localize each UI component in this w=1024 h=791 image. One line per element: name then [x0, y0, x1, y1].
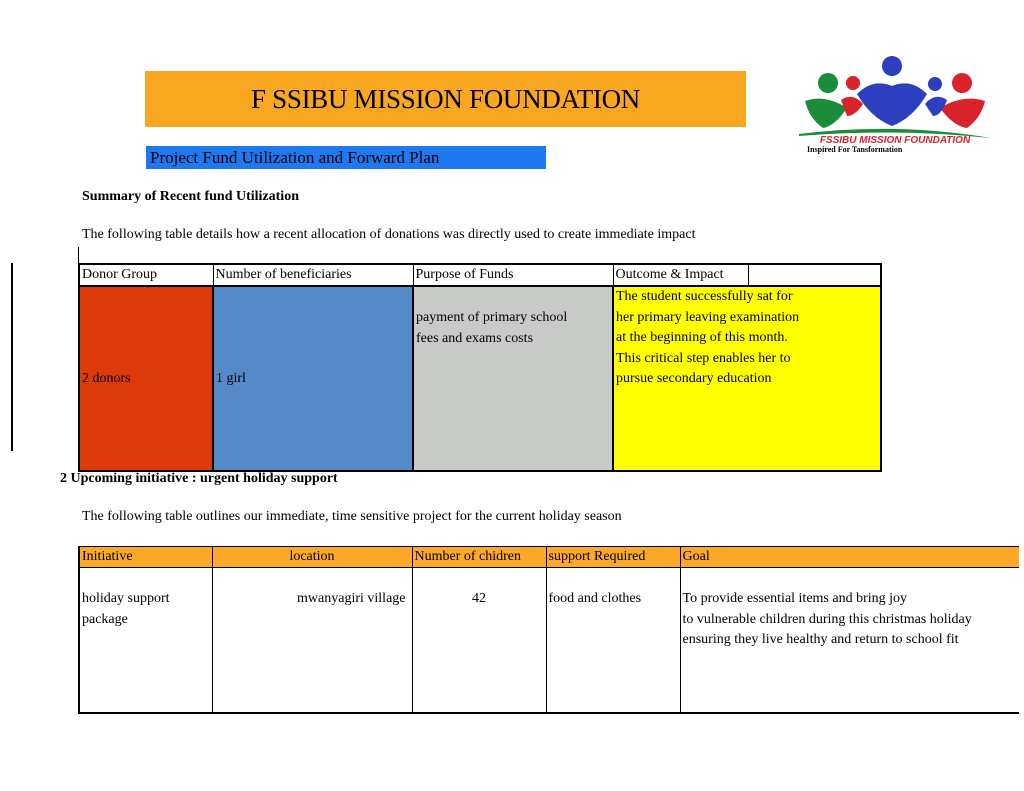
cell-purpose: [413, 286, 613, 471]
header-outcome: [613, 264, 881, 286]
divider: [11, 263, 13, 451]
logo-body-green: [805, 99, 847, 128]
goal-line: to vulnerable children during this christmas holiday: [682, 611, 972, 627]
outcome-line: at the beginning of this month.: [616, 330, 788, 346]
logo-body-small-red: [841, 97, 863, 116]
section1-intro: The following table details how a recent allocation of donations was directly used to create immediate impact: [82, 227, 696, 242]
header-outcome-label: Outcome & Impact: [614, 265, 749, 285]
logo-head-blue: [882, 56, 902, 76]
purpose-line: payment of primary school: [416, 310, 568, 325]
header-children: Number of chidren: [412, 547, 546, 568]
goal-line: To provide essential items and bring joy: [682, 591, 908, 606]
logo-head-small-blue: [928, 77, 942, 91]
outcome-line: pursue secondary education: [616, 371, 772, 387]
subtitle-bar: Project Fund Utilization and Forward Plan: [146, 146, 546, 169]
table-row: [79, 568, 1019, 714]
logo-head-red: [952, 73, 972, 93]
initiative-line: holiday support: [82, 591, 170, 606]
foundation-logo: [795, 56, 995, 156]
upcoming-initiative-table: [78, 546, 1019, 714]
cell-initiative: [79, 568, 212, 714]
section2-intro: The following table outlines our immediate, time sensitive project for the current holiday season: [82, 509, 622, 524]
section1-heading: Summary of Recent fund Utilization: [82, 189, 299, 204]
table-header-row: [79, 264, 881, 286]
table-row: [79, 286, 881, 471]
cell-support: food and clothes: [546, 568, 680, 714]
cell-children: 42: [412, 568, 546, 714]
header-donor-group: Donor Group: [79, 264, 213, 286]
page-title: F SSIBU MISSION FOUNDATION: [250, 83, 640, 114]
goal-line: ensuring they live healthy and return to school fit: [682, 632, 959, 648]
logo-head-green: [818, 73, 838, 93]
logo-body-small-blue: [925, 97, 947, 116]
divider: [78, 247, 79, 263]
header-beneficiaries: Number of beneficiaries: [213, 264, 413, 286]
title-banner: [145, 71, 746, 127]
cell-beneficiaries: 1 girl: [213, 286, 413, 471]
header-support: support Required: [546, 547, 680, 568]
header-initiative: Initiative: [79, 547, 212, 568]
purpose-line: fees and exams costs: [416, 330, 534, 346]
initiative-line: package: [82, 611, 128, 627]
cell-location: mwanyagiri village: [212, 568, 412, 714]
logo-tagline: Inspired For Tansformation: [807, 145, 903, 154]
logo-graphic: [795, 56, 995, 156]
outcome-line: her primary leaving examination: [616, 309, 800, 325]
fund-utilization-table: [78, 263, 882, 472]
logo-body-blue: [857, 83, 927, 126]
logo-body-red: [940, 99, 985, 128]
logo-name: FSSIBU MISSION FOUNDATION: [819, 135, 971, 146]
outcome-line: The student successfully sat for: [616, 289, 793, 304]
cell-outcome: [613, 286, 881, 471]
header-purpose: Purpose of Funds: [413, 264, 613, 286]
section2-heading: 2 Upcoming initiative : urgent holiday support: [60, 471, 338, 486]
header-goal: Goal: [680, 547, 1019, 568]
outcome-line: This critical step enables her to: [616, 350, 791, 366]
table-header-row: [79, 547, 1019, 568]
logo-head-small-red: [846, 76, 860, 90]
cell-goal: [680, 568, 1019, 714]
header-location: location: [212, 547, 412, 568]
cell-donor-group: 2 donors: [79, 286, 213, 471]
